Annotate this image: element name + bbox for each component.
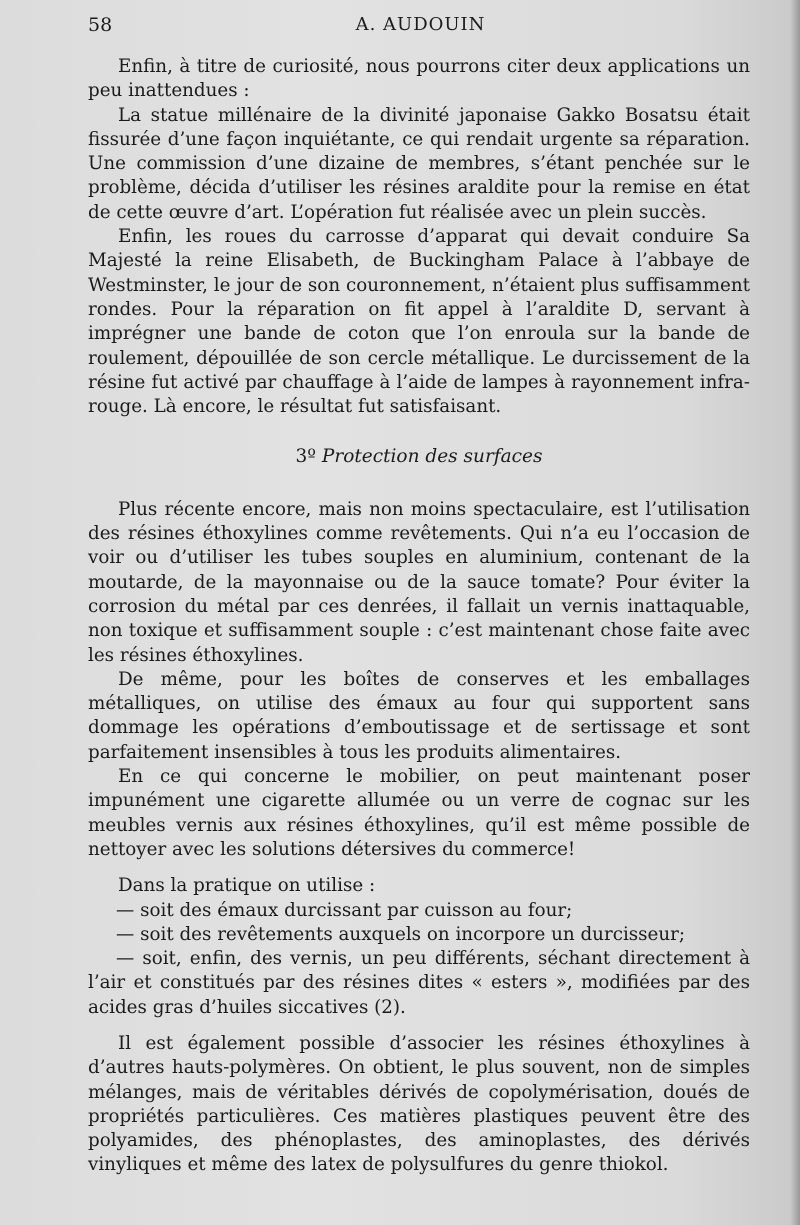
paragraph-furniture: En ce qui concerne le mobilier, on peut maintenant poser impunément une cigarette allumée ou un verre de cognac sur les meubles vernis aux résines éthoxylines, qu’il est même possible de nettoyer avec les solutions détersives du commerce!	[88, 766, 750, 860]
practice-item: — soit, enfin, des vernis, un peu différents, séchant directement à l’air et constitués par des résines dites « esters », modifiées par des acides gras d’huiles siccatives (2).	[88, 948, 750, 1018]
paragraph-statue: La statue millénaire de la divinité japonaise Gakko Bosatsu était fissurée d’une façon inquiétante, ce qui rendait urgente sa réparation. Une commission d’une dizaine de membres, s’étant penchée sur le problème, décida d’utiliser les résines araldite pour la remise en état de cette œuvre d’art. L’opération fut réalisée avec un plein succès.	[88, 104, 750, 223]
practice-item: — soit des revêtements auxquels on incorpore un durcisseur;	[116, 923, 686, 945]
paragraph-cans: De même, pour les boîtes de conserves et les emballages métalliques, on utilise des émaux au four qui supportent sans dommage les opérations d’emboutissage et de sertissage et sont parfaitement insensibles à tous les produits alimentaires.	[88, 668, 750, 763]
paragraph-intro: Enfin, à titre de curiosité, nous pourrons citer deux applications un peu inattendues :	[88, 56, 750, 102]
page-edge-shadow	[790, 0, 800, 1225]
practice-item: — soit des émaux durcissant par cuisson au four;	[116, 899, 573, 921]
section-heading	[88, 445, 750, 469]
paragraph-carriage: Enfin, les roues du carrosse d’apparat qui devait conduire Sa Majesté la reine Elisabeth, de Buckingham Palace à l’abbaye de Westminster, le jour de son couronnement, n’étaient plus suffisamment rondes. Pour la réparation on fit appel à l’araldite D, servant à imprégner une bande de coton que l’on enroula sur la bande de roulement, dépouillée de son cercle métallique. Le durcissement de la résine fut activé par chauffage à l’aide de lampes à rayonnement infra-rouge. Là encore, le résultat fut satisfaisant.	[88, 226, 750, 418]
practice-intro: Dans la pratique on utilise :	[118, 875, 376, 897]
page-number: 58	[88, 14, 113, 36]
page-header	[88, 14, 753, 42]
running-head: A. AUDOUIN	[355, 14, 486, 35]
section-title: Protection des surfaces	[321, 446, 543, 468]
body-text	[88, 55, 750, 1178]
section-number: 3º	[295, 446, 317, 468]
paragraph-coatings: Plus récente encore, mais non moins spectaculaire, est l’utilisation des résines éthoxylines comme revêtements. Qui n’a eu l’occasion de voir ou d’utiliser les tubes souples en aluminium, contenant de la moutarde, de la mayonnaise ou de la sauce tomate? Pour éviter la corrosion du métal par ces denrées, il fallait un vernis inattaquable, non toxique et suffisamment souple : c’est maintenant chose faite avec les résines éthoxylines.	[88, 498, 750, 666]
paragraph-copolymers: Il est également possible d’associer les résines éthoxylines à d’autres hauts-polymères. On obtient, le plus souvent, non de simples mélanges, mais de véritables dérivés de copolymérisation, doués de propriétés particulières. Ces matières plastiques peuvent être des polyamides, des phénoplastes, des aminoplastes, des dérivés vinyliques et même des latex de polysulfures du genre thiokol.	[88, 1032, 750, 1176]
